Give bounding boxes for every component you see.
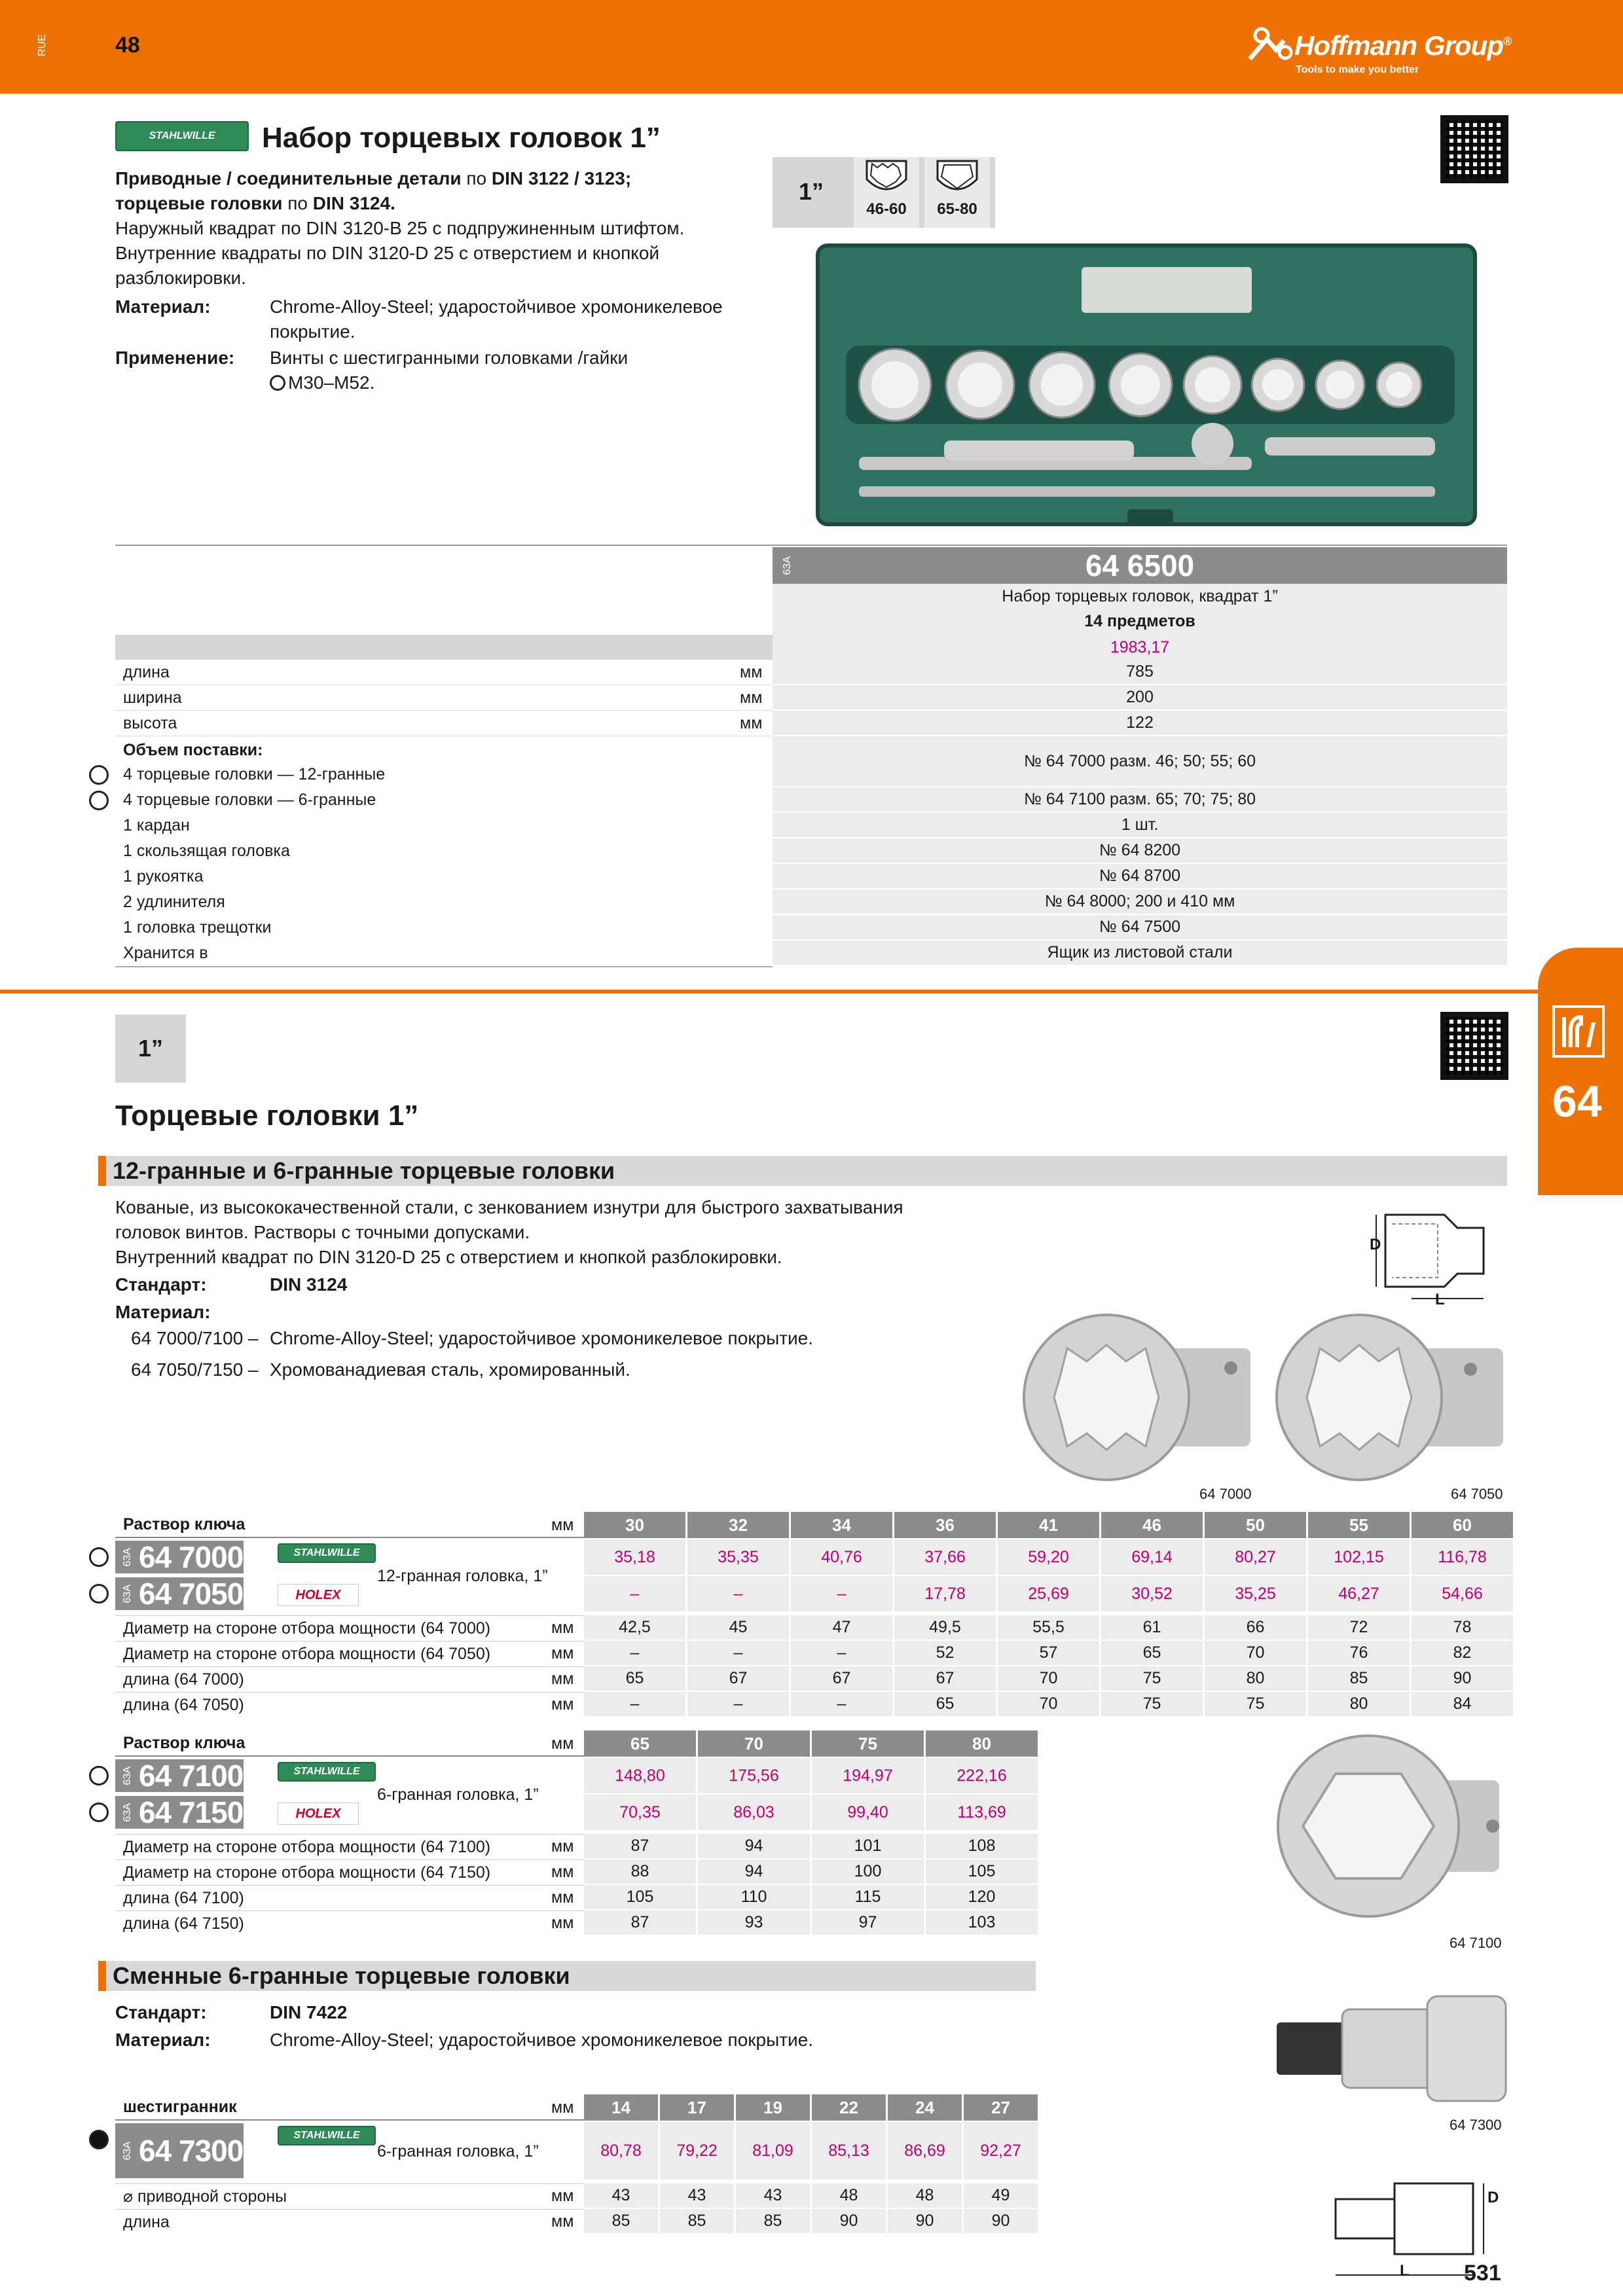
price-cell: –	[791, 1576, 892, 1611]
price-cell: 35,18	[584, 1539, 685, 1575]
spec-cell: 65	[894, 1692, 996, 1717]
hex-nut-icon	[270, 375, 285, 391]
scope-item-value: № 64 8200	[773, 838, 1507, 864]
price-cell: 69,14	[1101, 1539, 1203, 1575]
spec-cell: 65	[584, 1666, 685, 1692]
spec-cell: 55,5	[998, 1615, 1099, 1641]
scope-item-value: № 64 8000; 200 и 410 мм	[773, 889, 1507, 915]
desc-bold: DIN 3124.	[312, 193, 395, 213]
select-radio[interactable]	[89, 1766, 109, 1785]
socket-6pt-image	[1277, 1728, 1506, 1924]
scope-item-label: 2 удлинителя	[123, 893, 225, 911]
scope-item-label: 1 кардан	[123, 816, 190, 834]
price-cell: 99,40	[812, 1795, 924, 1830]
price-cell: 70,35	[584, 1795, 696, 1830]
select-radio[interactable]	[89, 2130, 109, 2149]
hex-subheading	[98, 1961, 1036, 1991]
scope-label: Объем поставки:	[123, 741, 263, 759]
price-cell: 46,27	[1308, 1576, 1410, 1611]
price-cell: 113,69	[926, 1795, 1038, 1830]
size-header-cell: 14	[584, 2094, 658, 2121]
unit-label: мм	[551, 2098, 574, 2117]
scope-item-label: 1 рукоятка	[123, 867, 204, 886]
catalog-code: 63A	[122, 1547, 133, 1567]
sockets-subheading-text: 12-гранные и 6-гранные торцевые головки	[113, 1157, 615, 1184]
product-type-label: 6-гранная головка, 1”	[377, 2142, 539, 2161]
price-cell: 86,69	[888, 2122, 962, 2179]
material-label: Материал:	[115, 296, 211, 317]
scope-item-label: 4 торцевые головки — 12-гранные	[123, 765, 386, 783]
desc-line: разблокировки.	[115, 268, 246, 288]
catalog-code: 63A	[122, 2141, 133, 2161]
spec-cell: 47	[791, 1615, 892, 1641]
spec-row-label: длина	[115, 660, 773, 685]
spec-cell: 85	[1308, 1666, 1410, 1692]
twelve-point-socket-icon	[863, 160, 910, 196]
material-text: Хромованадиевая сталь, хромированный.	[270, 1359, 630, 1380]
application-line: M30–M52.	[288, 372, 375, 393]
spec-cell: 105	[926, 1859, 1038, 1885]
spec-cell: 82	[1412, 1641, 1513, 1666]
select-radio[interactable]	[89, 791, 109, 810]
price-cell: 35,35	[687, 1539, 789, 1575]
spec-cell: 76	[1308, 1641, 1410, 1666]
scope-item-value: 1 шт.	[773, 813, 1507, 838]
price-cell: 148,80	[584, 1758, 696, 1793]
six-point-socket-icon	[934, 160, 981, 196]
unit-label: мм	[551, 1863, 574, 1881]
sockets-size-badge: 1”	[115, 1014, 186, 1083]
size-header-cell: 55	[1308, 1512, 1410, 1538]
price-cell: 194,97	[812, 1758, 924, 1793]
scope-item-label: 1 скользящая головка	[123, 842, 290, 860]
spec-cell: 103	[926, 1910, 1038, 1936]
stahlwille-brand-logo	[278, 2126, 376, 2145]
price-cell: 222,16	[926, 1758, 1038, 1793]
table-bottom-rule	[115, 966, 773, 967]
desc-line: Внутренний квадрат по DIN 3120-D 25 с отверстием и кнопкой разблокировки.	[115, 1247, 782, 1267]
size-header-cell: 65	[584, 1731, 696, 1757]
case-label-icon	[1082, 267, 1252, 313]
standard-label: Стандарт:	[115, 1274, 207, 1295]
price-cell: 35,25	[1205, 1576, 1306, 1611]
spec-cell: –	[791, 1692, 892, 1717]
spec-cell: 67	[687, 1666, 789, 1692]
spec-cell: –	[584, 1692, 685, 1717]
spec-row-label: Диаметр на стороне отбора мощности (64 7150)	[115, 1859, 584, 1885]
stahlwille-brand-logo	[115, 121, 249, 151]
spec-row-label: высота	[115, 711, 773, 736]
image-label: 64 7300	[1450, 2117, 1502, 2133]
material-code: 64 7000/7100 –	[131, 1328, 259, 1348]
spec-cell: 105	[584, 1885, 696, 1910]
desc-line: Внутренние квадраты по DIN 3120-D 25 с отверстием и кнопкой	[115, 243, 660, 263]
price-cell: 86,03	[698, 1795, 810, 1830]
socket-set-case-image	[816, 243, 1477, 526]
article-number-cell	[115, 1577, 244, 1610]
twelve-point-range: 46-60	[866, 200, 907, 218]
spec-row-label: Диаметр на стороне отбора мощности (64 7100)	[115, 1834, 584, 1859]
spec-cell: –	[687, 1692, 789, 1717]
size-header-cell: 17	[660, 2094, 734, 2121]
stahlwille-brand-logo	[278, 1762, 376, 1782]
spec-cell: 67	[791, 1666, 892, 1692]
price-cell: 81,09	[736, 2122, 810, 2179]
catalog-code: 63A	[782, 556, 793, 575]
desc-line: Кованые, из высококачественной стали, с зенкованием изнутри для быстрого захватывания	[115, 1197, 903, 1217]
holex-brand-logo	[278, 1803, 359, 1825]
spec-cell: 115	[812, 1885, 924, 1910]
unit-label: мм	[551, 1670, 574, 1688]
spec-cell: 45	[687, 1615, 789, 1641]
material-label: Материал:	[115, 1302, 211, 1322]
price-cell: 17,78	[894, 1576, 996, 1611]
qr-code-icon	[1440, 1012, 1508, 1080]
section-divider	[0, 990, 1538, 994]
spec-cell: 90	[812, 2209, 886, 2234]
desc-line: головок винтов. Растворы с точными допусками.	[115, 1222, 530, 1242]
size-header-label: шестигранник	[115, 2094, 584, 2121]
desc-line: Наружный квадрат по DIN 3120-B 25 с подпружиненным штифтом.	[115, 218, 685, 238]
article-number: 64 7300	[139, 2134, 244, 2168]
dimension-d-label: D	[1487, 2189, 1499, 2206]
catalog-code: 63A	[122, 1803, 133, 1822]
price-cell: 54,66	[1412, 1576, 1513, 1611]
spec-cell: 75	[1101, 1692, 1203, 1717]
side-tab-number: 64	[1552, 1077, 1602, 1126]
spec-row-value: 785	[773, 660, 1507, 685]
sockets-description	[115, 1195, 903, 1270]
spec-cell: 94	[698, 1859, 810, 1885]
select-radio[interactable]	[89, 1547, 109, 1567]
spec-cell: 90	[964, 2209, 1038, 2234]
set-description	[115, 166, 684, 291]
size-badge	[773, 157, 995, 228]
spec-cell: 75	[1101, 1666, 1203, 1692]
brand-label: STAHLWILLE	[293, 1547, 360, 1558]
scope-item-value: № 64 8700	[773, 864, 1507, 889]
set-price-label-cell	[115, 635, 773, 660]
size-header-cell: 60	[1412, 1512, 1513, 1538]
article-number: 64 7000	[139, 1540, 244, 1574]
spec-cell: 49	[964, 2183, 1038, 2209]
spec-cell: 90	[1412, 1666, 1513, 1692]
material-code: 64 7050/7150 –	[131, 1359, 259, 1380]
price-cell: 175,56	[698, 1758, 810, 1793]
unit-label: мм	[551, 1515, 574, 1534]
article-number-cell	[115, 1796, 244, 1829]
material-text: Chrome-Alloy-Steel; ударостойчивое хромоникелевое покрытие.	[270, 1328, 814, 1348]
price-cell: 80,27	[1205, 1539, 1306, 1575]
price-cell: 40,76	[791, 1539, 892, 1575]
unit-label: мм	[551, 1644, 574, 1662]
price-cell: 116,78	[1412, 1539, 1513, 1575]
price-cell: 92,27	[964, 2122, 1038, 2179]
article-number-cell	[115, 2123, 244, 2178]
spec-cell: 87	[584, 1910, 696, 1936]
spec-cell: 43	[736, 2183, 810, 2209]
spec-cell: 72	[1308, 1615, 1410, 1641]
unit-label: мм	[551, 2212, 574, 2231]
spec-cell: 85	[584, 2209, 658, 2234]
set-title: Набор торцевых головок 1”	[262, 122, 661, 154]
application-text	[270, 346, 628, 395]
six-point-range: 65-80	[937, 200, 977, 218]
spec-cell: 61	[1101, 1615, 1203, 1641]
spec-row-label: длина (64 7000)	[115, 1666, 584, 1692]
page-number-right: 531	[1464, 2261, 1501, 2286]
price-cell: –	[687, 1576, 789, 1611]
spec-row-label: длина	[115, 2209, 584, 2234]
desc-bold: торцевые головки	[115, 193, 283, 213]
case-handle	[1127, 509, 1173, 526]
size-header-cell: 75	[812, 1731, 924, 1757]
size-header-cell: 34	[791, 1512, 892, 1538]
size-header-cell: 41	[998, 1512, 1099, 1538]
hex-bit-socket-image	[1270, 1983, 1512, 2114]
spec-cell: 70	[998, 1666, 1099, 1692]
unit-label: мм	[740, 663, 763, 681]
size-header-cell: 30	[584, 1512, 685, 1538]
hex-subheading-text: Сменные 6-гранные торцевые головки	[113, 1962, 570, 1989]
logo-tagline: Tools to make you better	[1296, 64, 1419, 75]
spec-cell: 70	[998, 1692, 1099, 1717]
logo-name: Hoffmann Group	[1294, 30, 1503, 61]
sockets-in-case-icon	[846, 346, 1455, 509]
price-cell: 37,66	[894, 1539, 996, 1575]
unit-label: мм	[551, 2187, 574, 2205]
stahlwille-brand-logo	[278, 1543, 376, 1563]
page-number-left: 48	[115, 33, 140, 58]
spec-row-label: длина (64 7050)	[115, 1692, 584, 1717]
set-description-cell	[773, 584, 1507, 635]
standard-label: Стандарт:	[115, 2002, 207, 2022]
holex-brand-logo	[278, 1584, 359, 1606]
scope-item-label: Хранится в	[123, 944, 208, 962]
brand-label: STAHLWILLE	[149, 130, 215, 141]
image-label: 64 7050	[1451, 1486, 1503, 1502]
side-tab	[1538, 948, 1623, 1195]
unit-label: мм	[551, 1914, 574, 1932]
spec-cell: 49,5	[894, 1615, 996, 1641]
brand-label: STAHLWILLE	[293, 1766, 360, 1777]
image-label: 64 7100	[1450, 1935, 1502, 1951]
hoffmann-emblem-icon	[1247, 26, 1293, 63]
unit-label: мм	[551, 1888, 574, 1907]
spec-cell: 80	[1205, 1666, 1306, 1692]
size-header-cell: 22	[812, 2094, 886, 2121]
spec-row-value: 122	[773, 711, 1507, 736]
qr-code-icon	[1440, 115, 1508, 183]
set-desc-line: Набор торцевых головок, квадрат 1”	[1002, 587, 1278, 605]
scope-item-value: № 64 7500	[773, 915, 1507, 941]
brand-label: STAHLWILLE	[293, 2130, 360, 2141]
select-radio[interactable]	[89, 1803, 109, 1822]
registered-mark: ®	[1503, 35, 1512, 48]
spec-cell: 108	[926, 1834, 1038, 1859]
spec-row-label: ⌀ приводной стороны	[115, 2183, 584, 2209]
size-header-cell: 27	[964, 2094, 1038, 2121]
desc-bold: Приводные / соединительные детали	[115, 168, 462, 188]
spec-cell: 48	[888, 2183, 962, 2209]
price-cell: 80,78	[584, 2122, 658, 2179]
article-number: 64 7100	[139, 1759, 244, 1793]
spec-cell: 94	[698, 1834, 810, 1859]
spec-cell: 85	[736, 2209, 810, 2234]
price-cell: 102,15	[1308, 1539, 1410, 1575]
spec-cell: 97	[812, 1910, 924, 1936]
spec-cell: 80	[1308, 1692, 1410, 1717]
product-type-label: 6-гранная головка, 1”	[377, 1785, 539, 1804]
spec-cell: 43	[660, 2183, 734, 2209]
spec-row-label: Диаметр на стороне отбора мощности (64 7050)	[115, 1641, 584, 1666]
spec-cell: 110	[698, 1885, 810, 1910]
spec-cell: 52	[894, 1641, 996, 1666]
size-header-cell: 32	[687, 1512, 789, 1538]
dimension-l-label: L	[1400, 2262, 1410, 2280]
material-line: покрытие.	[270, 321, 356, 342]
dimension-d-label: D	[1370, 1236, 1381, 1253]
brand-label: HOLEX	[295, 1587, 341, 1602]
image-label: 64 7000	[1199, 1486, 1252, 1502]
socket-12pt-image	[1021, 1309, 1264, 1486]
material-text: Chrome-Alloy-Steel; ударостойчивое хромоникелевое покрытие.	[270, 2030, 814, 2050]
unit-label: мм	[551, 1837, 574, 1856]
socket-12pt-holex-image	[1274, 1309, 1516, 1486]
unit-label: мм	[740, 714, 763, 732]
unit-label: мм	[551, 1734, 574, 1753]
select-radio[interactable]	[89, 1584, 109, 1604]
scope-item-label: 4 торцевые головки — 6-гранные	[123, 791, 376, 809]
price-cell: 79,22	[660, 2122, 734, 2179]
spec-row-label: длина (64 7150)	[115, 1910, 584, 1936]
size-header-label: Раствор ключа	[115, 1731, 584, 1757]
size-header-cell: 24	[888, 2094, 962, 2121]
size-label: 1”	[799, 178, 824, 205]
spec-cell: 78	[1412, 1615, 1513, 1641]
set-article-number: 64 6500	[1085, 548, 1195, 583]
scope-item-value: Ящик из листовой стали	[773, 941, 1507, 966]
spec-cell: 85	[660, 2209, 734, 2234]
catalog-code: 63A	[122, 1584, 133, 1604]
article-number: 64 7150	[139, 1795, 244, 1829]
desc-text: по	[461, 168, 492, 188]
material-text	[270, 295, 723, 344]
spec-cell: –	[791, 1641, 892, 1666]
sockets-subheading	[98, 1156, 1507, 1186]
unit-label: мм	[740, 689, 763, 707]
unit-label: мм	[551, 1619, 574, 1637]
standard-value: DIN 3124	[270, 1274, 348, 1295]
spec-row-label: Диаметр на стороне отбора мощности (64 7000)	[115, 1615, 584, 1641]
language-code: RUE	[37, 34, 48, 56]
size-header-cell: 80	[926, 1731, 1038, 1757]
material-line: Chrome-Alloy-Steel; ударостойчивое хромоникелевое	[270, 296, 723, 317]
spec-cell: 88	[584, 1859, 696, 1885]
set-article-header	[773, 547, 1507, 584]
size-header-cell: 50	[1205, 1512, 1306, 1538]
spec-cell: 42,5	[584, 1615, 685, 1641]
table-top-rule	[115, 545, 1507, 546]
spec-cell: 100	[812, 1859, 924, 1885]
page-header	[0, 0, 1623, 94]
size-header-cell: 46	[1101, 1512, 1203, 1538]
scope-item-label: 1 головка трещотки	[123, 918, 272, 937]
application-label: Применение:	[115, 348, 235, 368]
dimension-l-label: L	[1435, 1291, 1445, 1308]
spec-cell: 75	[1205, 1692, 1306, 1717]
catalog-code: 63A	[122, 1766, 133, 1785]
size-header-label: Раствор ключа	[115, 1512, 584, 1538]
brand-label: HOLEX	[295, 1806, 341, 1821]
article-number: 64 7050	[139, 1577, 244, 1611]
spec-cell: 87	[584, 1834, 696, 1859]
set-desc-count: 14 предметов	[1084, 612, 1195, 630]
six-point-box	[924, 157, 990, 228]
spec-cell: –	[687, 1641, 789, 1666]
spec-cell: 43	[584, 2183, 658, 2209]
scope-item-value: № 64 7000 разм. 46; 50; 55; 60	[773, 736, 1507, 787]
sockets-title: Торцевые головки 1”	[115, 1100, 419, 1132]
spec-row-value: 200	[773, 685, 1507, 711]
spec-cell: 57	[998, 1641, 1099, 1666]
standard-value: DIN 7422	[270, 2002, 348, 2022]
spec-cell: 93	[698, 1910, 810, 1936]
spec-cell: –	[584, 1641, 685, 1666]
spec-cell: 70	[1205, 1641, 1306, 1666]
spec-cell: 90	[888, 2209, 962, 2234]
spec-row-label: длина (64 7100)	[115, 1885, 584, 1910]
desc-bold: DIN 3122 / 3123;	[491, 168, 632, 188]
spec-cell: 48	[812, 2183, 886, 2209]
article-number-cell	[115, 1541, 244, 1573]
spec-cell: 84	[1412, 1692, 1513, 1717]
product-type-label: 12-гранная головка, 1”	[377, 1566, 548, 1585]
spec-cell: 101	[812, 1834, 924, 1859]
spec-row-label: ширина	[115, 685, 773, 711]
article-number-cell	[115, 1759, 244, 1792]
size-header-cell: 36	[894, 1512, 996, 1538]
spec-cell: 66	[1205, 1615, 1306, 1641]
select-radio[interactable]	[89, 765, 109, 785]
wrench-screwdriver-icon	[1551, 1004, 1606, 1059]
size-header-cell: 19	[736, 2094, 810, 2121]
scope-item-value: № 64 7100 разм. 65; 70; 75; 80	[773, 787, 1507, 813]
price-cell: 25,69	[998, 1576, 1099, 1611]
unit-label: мм	[551, 1695, 574, 1713]
application-line: Винты с шестигранными головками /гайки	[270, 348, 629, 368]
price-cell: 30,52	[1101, 1576, 1203, 1611]
desc-text: по	[282, 193, 313, 213]
price-cell: –	[584, 1576, 685, 1611]
spec-cell: 120	[926, 1885, 1038, 1910]
material-label: Материал:	[115, 2030, 211, 2050]
twelve-point-box	[854, 157, 919, 228]
set-price: 1983,17	[773, 635, 1507, 660]
spec-cell: 65	[1101, 1641, 1203, 1666]
price-cell: 85,13	[812, 2122, 886, 2179]
size-header-cell: 70	[698, 1731, 810, 1757]
spec-cell: 67	[894, 1666, 996, 1692]
price-cell: 59,20	[998, 1539, 1099, 1575]
